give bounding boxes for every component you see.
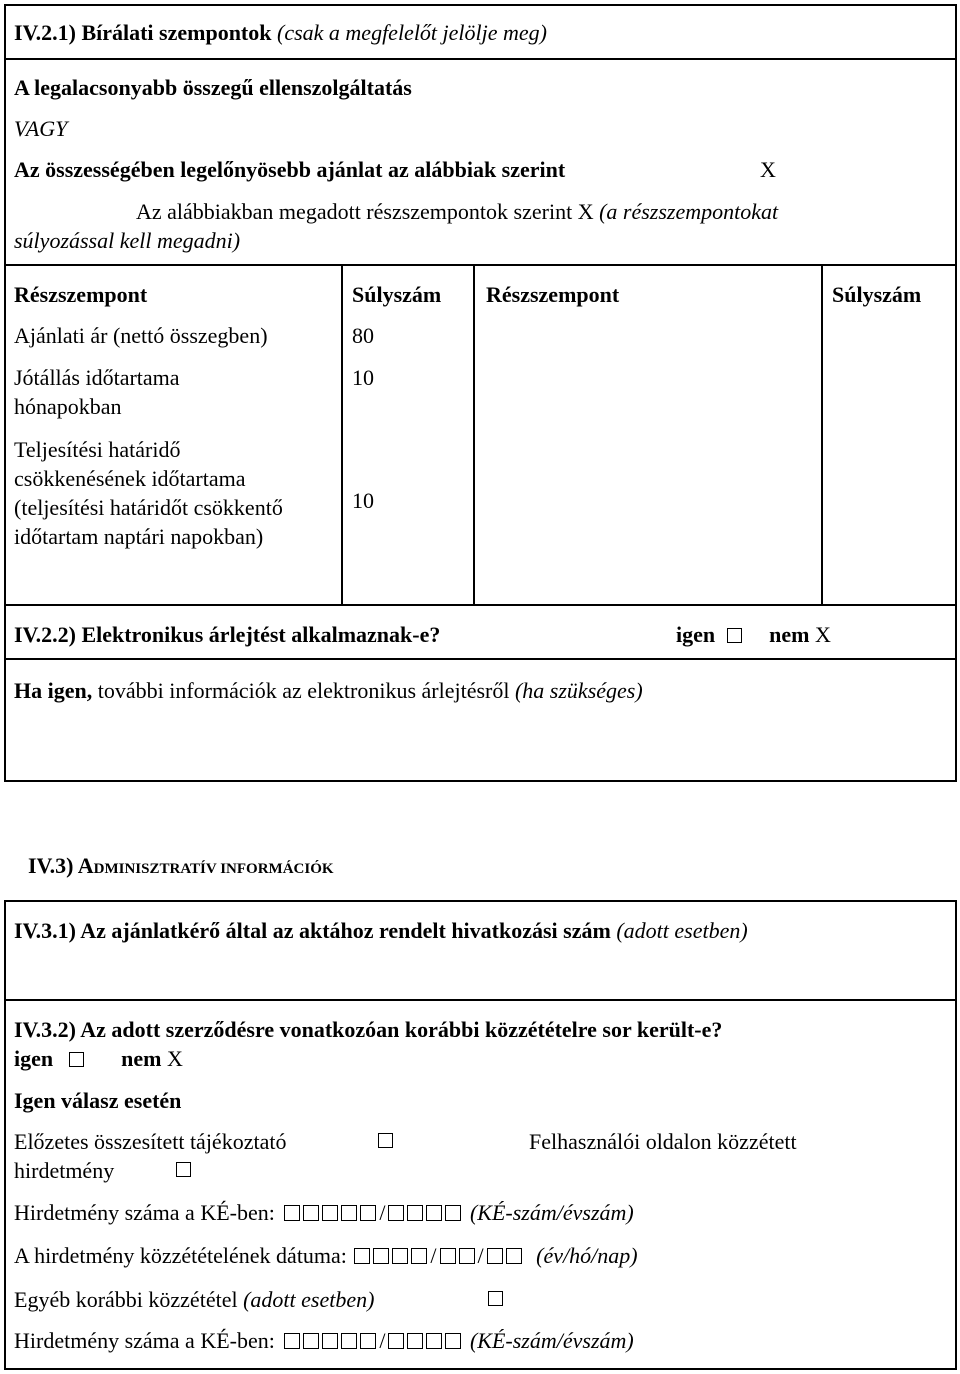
digit-box[interactable] bbox=[388, 1205, 404, 1221]
buyer-profile-checkbox[interactable] bbox=[176, 1162, 191, 1177]
digit-box[interactable] bbox=[487, 1248, 503, 1264]
notice-number-row bbox=[14, 1198, 634, 1227]
digit-box[interactable] bbox=[407, 1205, 423, 1221]
criterion-deadline-line1: Teljesítési határidő bbox=[14, 437, 181, 462]
divider bbox=[4, 58, 957, 60]
if-yes-heading: Igen válasz esetén bbox=[14, 1088, 182, 1113]
subcriteria-label: Az alábbiakban megadott részszempontok szerint bbox=[136, 199, 573, 224]
eauction-no-mark: X bbox=[814, 622, 831, 647]
eauction-info-text: további információk az elektronikus árlejtésről bbox=[97, 678, 510, 703]
column-divider bbox=[821, 264, 823, 606]
digit-box[interactable] bbox=[440, 1248, 456, 1264]
col-header-criterion-2: Részszempont bbox=[486, 282, 620, 307]
digit-box[interactable] bbox=[303, 1333, 319, 1349]
criterion-deadline-weight: 10 bbox=[352, 488, 374, 513]
eauction-yes-checkbox[interactable] bbox=[727, 628, 742, 643]
subcriteria-note-line2: súlyozással kell megadni) bbox=[14, 228, 241, 253]
section-note: (csak a megfelelőt jelölje meg) bbox=[277, 20, 548, 45]
notice-number-note-2: (KÉ-szám/évszám) bbox=[469, 1328, 634, 1353]
criterion-price-weight: 80 bbox=[352, 323, 374, 348]
criterion-warranty-weight: 10 bbox=[352, 365, 374, 390]
eauction-no-label: nem bbox=[769, 622, 810, 647]
digit-box[interactable] bbox=[426, 1205, 442, 1221]
admin-info-rest-i: INFORMÁCIÓK bbox=[220, 861, 334, 877]
slash: / bbox=[379, 1200, 386, 1225]
divider bbox=[4, 999, 957, 1001]
criterion-price: Ajánlati ár (nettó összegben) bbox=[14, 323, 268, 348]
digit-box[interactable] bbox=[322, 1205, 338, 1221]
digit-box[interactable] bbox=[360, 1333, 376, 1349]
digit-box[interactable] bbox=[354, 1248, 370, 1264]
notice-number-label-2: Hirdetmény száma a KÉ-ben: bbox=[14, 1328, 275, 1353]
notice-number-row-2 bbox=[14, 1326, 634, 1355]
eauction-answers bbox=[676, 620, 831, 649]
criterion-deadline-line4: időtartam naptári napokban) bbox=[14, 524, 264, 549]
option-lowest-price: A legalacsonyabb összegű ellenszolgáltatás bbox=[14, 75, 412, 100]
digit-box[interactable] bbox=[388, 1333, 404, 1349]
digit-box[interactable] bbox=[459, 1248, 475, 1264]
notice-number-label: Hirdetmény száma a KÉ-ben: bbox=[14, 1200, 275, 1225]
reference-number-title bbox=[14, 916, 748, 945]
col-header-weight: Súlyszám bbox=[352, 282, 442, 307]
criterion-warranty-line2: hónapokban bbox=[14, 394, 122, 419]
column-divider bbox=[341, 264, 343, 606]
or-text: VAGY bbox=[14, 116, 68, 141]
subcriteria-text bbox=[136, 197, 778, 226]
prev-yes-checkbox[interactable] bbox=[69, 1052, 84, 1067]
eauction-yes-label: igen bbox=[676, 622, 716, 647]
digit-box[interactable] bbox=[303, 1205, 319, 1221]
section-number: IV.2.1) Bírálati szempontok bbox=[14, 20, 272, 45]
divider bbox=[4, 658, 957, 660]
reference-number-label: IV.3.1) Az ajánlatkérő által az aktához rendelt hivatkozási szám bbox=[14, 918, 611, 943]
slash: / bbox=[379, 1328, 386, 1353]
notice-number-note: (KÉ-szám/évszám) bbox=[469, 1200, 634, 1225]
prev-no-label: nem bbox=[121, 1046, 162, 1071]
admin-info-rest-a: DMINISZTRATÍV bbox=[93, 861, 221, 877]
subcriteria-note: (a részszempontokat bbox=[599, 199, 779, 224]
slash: / bbox=[477, 1243, 484, 1268]
admin-info-heading bbox=[28, 851, 334, 884]
publication-date-label: A hirdetmény közzétételének dátuma: bbox=[14, 1243, 347, 1268]
digit-box[interactable] bbox=[407, 1333, 423, 1349]
option-best-value-mark: X bbox=[760, 157, 776, 182]
digit-box[interactable] bbox=[341, 1333, 357, 1349]
digit-box[interactable] bbox=[445, 1205, 461, 1221]
divider bbox=[4, 264, 957, 266]
reference-number-note: (adott esetben) bbox=[616, 918, 748, 943]
eauction-info-note: (ha szükséges) bbox=[514, 678, 643, 703]
digit-box[interactable] bbox=[360, 1205, 376, 1221]
prior-info-checkbox[interactable] bbox=[378, 1133, 393, 1148]
digit-box[interactable] bbox=[284, 1333, 300, 1349]
col-header-criterion: Részszempont bbox=[14, 282, 148, 307]
publication-date-row bbox=[14, 1241, 638, 1270]
digit-box[interactable] bbox=[284, 1205, 300, 1221]
digit-box[interactable] bbox=[506, 1248, 522, 1264]
digit-box[interactable] bbox=[445, 1333, 461, 1349]
publication-date-note: (év/hó/nap) bbox=[536, 1243, 638, 1268]
digit-box[interactable] bbox=[341, 1205, 357, 1221]
previous-publication-question: IV.3.2) Az adott szerződésre vonatkozóan korábbi közzétételre sor került-e? bbox=[14, 1017, 723, 1042]
other-publication-checkbox[interactable] bbox=[488, 1291, 503, 1306]
section-title-criteria bbox=[14, 18, 547, 47]
criterion-warranty-line1: Jótállás időtartama bbox=[14, 365, 180, 390]
digit-box[interactable] bbox=[373, 1248, 389, 1264]
previous-publication-answers bbox=[14, 1044, 183, 1073]
buyer-profile-label: Felhasználói oldalon közzétett bbox=[529, 1129, 797, 1154]
eauction-info-bold: Ha igen, bbox=[14, 678, 93, 703]
admin-info-num: IV.3) bbox=[28, 853, 74, 878]
notice-number-boxes-2[interactable] bbox=[284, 1328, 379, 1353]
eauction-info bbox=[14, 676, 643, 705]
digit-box[interactable] bbox=[322, 1333, 338, 1349]
slash: / bbox=[430, 1243, 437, 1268]
prior-info-notice-line2: hirdetmény bbox=[14, 1158, 115, 1183]
prev-no-mark: X bbox=[166, 1046, 183, 1071]
prior-info-notice-line1: Előzetes összesített tájékoztató bbox=[14, 1129, 287, 1154]
criterion-deadline-line2: csökkenésének időtartama bbox=[14, 466, 246, 491]
prev-yes-label: igen bbox=[14, 1046, 54, 1071]
column-divider bbox=[473, 264, 475, 606]
notice-number-boxes[interactable] bbox=[284, 1200, 379, 1225]
criterion-deadline-line3: (teljesítési határidőt csökkentő bbox=[14, 495, 283, 520]
digit-box[interactable] bbox=[426, 1333, 442, 1349]
publication-date-boxes[interactable] bbox=[354, 1243, 430, 1268]
other-publication-note: (adott esetben) bbox=[243, 1287, 375, 1312]
subcriteria-mark: X bbox=[577, 199, 594, 224]
digit-box[interactable] bbox=[392, 1248, 408, 1264]
digit-box[interactable] bbox=[411, 1248, 427, 1264]
other-publication-label: Egyéb korábbi közzététel bbox=[14, 1287, 238, 1312]
admin-info-first-a: A bbox=[77, 853, 94, 878]
eauction-question: IV.2.2) Elektronikus árlejtést alkalmaznak-e? bbox=[14, 622, 441, 647]
col-header-weight-2: Súlyszám bbox=[832, 282, 922, 307]
other-publication-row bbox=[14, 1285, 374, 1314]
option-best-value: Az összességében legelőnyösebb ajánlat az alábbiak szerint bbox=[14, 157, 566, 182]
